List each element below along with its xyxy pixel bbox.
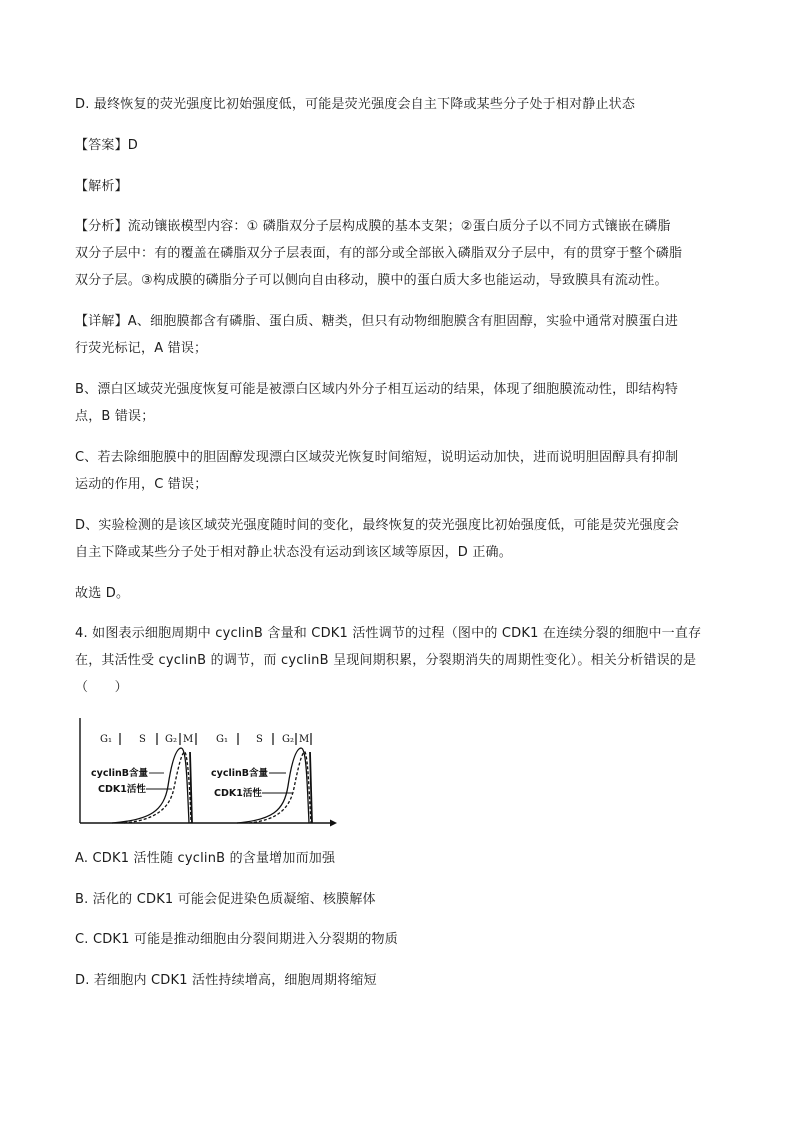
phase-label-s: S bbox=[256, 734, 263, 745]
phase-label-g1: G₁ bbox=[100, 734, 112, 745]
analysis-heading: 【解析】 bbox=[75, 179, 128, 194]
x-axis-arrow bbox=[330, 820, 337, 827]
conclusion-line: 故选 D。 bbox=[75, 586, 130, 601]
answer-line: 【答案】D bbox=[75, 138, 139, 153]
phase-label-m: M bbox=[299, 734, 310, 745]
phase-label-g2: G₂ bbox=[165, 734, 177, 745]
detail-text-line: 运动的作用，C 错误； bbox=[75, 477, 208, 492]
option-d: D. 若细胞内 CDK1 活性持续增高，细胞周期将缩短 bbox=[75, 973, 377, 988]
option-c: C. CDK1 可能是推动细胞由分裂间期进入分裂期的物质 bbox=[75, 932, 398, 947]
detail-text-line: B、漂白区域荧光强度恢复可能是被漂白区域内外分子相互运动的结果，体现了细胞膜流动性，即结构特 bbox=[75, 382, 679, 397]
detail-text-line: 【详解】A、细胞膜都含有磷脂、蛋白质、糖类，但只有动物细胞膜含有胆固醇，实验中通常对膜蛋白进 bbox=[75, 314, 679, 329]
series-label-cyclinb: cyclinB含量 bbox=[211, 768, 268, 779]
analysis-text-line: 【分析】流动镶嵌模型内容：① 磷脂双分子层构成膜的基本支架；②蛋白质分子以不同方式镶嵌在磷脂 bbox=[75, 219, 671, 234]
analysis-text-line: 双分子层中：有的覆盖在磷脂双分子层表面，有的部分或全部嵌入磷脂双分子层中，有的贯穿于整个磷脂 bbox=[75, 246, 683, 261]
series-label-cdk1: CDK1活性 bbox=[98, 784, 146, 795]
cell-cycle-figure bbox=[72, 716, 357, 828]
detail-text-line: 点，B 错误； bbox=[75, 409, 155, 424]
cyclinb-curve bbox=[237, 748, 309, 823]
phase-label-g1: G₁ bbox=[216, 734, 228, 745]
phase-label-s: S bbox=[139, 734, 146, 745]
detail-text-line: D、实验检测的是该区域荧光强度随时间的变化，最终恢复的荧光强度比初始强度低，可能是荧光强度会 bbox=[75, 518, 680, 533]
phase-label-g2: G₂ bbox=[282, 734, 294, 745]
series-label-cdk1: CDK1活性 bbox=[214, 788, 262, 799]
phase-label-m: M bbox=[183, 734, 194, 745]
detail-text-line: 自主下降或某些分子处于相对静止状态没有运动到该区域等原因，D 正确。 bbox=[75, 545, 512, 560]
detail-text-line: 行荧光标记，A 错误； bbox=[75, 341, 208, 356]
option-b: B. 活化的 CDK1 可能会促进染色质凝缩、核膜解体 bbox=[75, 892, 376, 907]
question-4-stem: 4. 如图表示细胞周期中 cyclinB 含量和 CDK1 活性调节的过程（图中的 CDK1 在连续分裂的细胞中一直存 bbox=[75, 626, 702, 641]
series-label-cyclinb: cyclinB含量 bbox=[91, 768, 148, 779]
option-d-previous-question: D. 最终恢复的荧光强度比初始强度低，可能是荧光强度会自主下降或某些分子处于相对静止状态 bbox=[75, 97, 636, 112]
question-4-blank: （ ） bbox=[75, 680, 128, 695]
option-a: A. CDK1 活性随 cyclinB 的含量增加而加强 bbox=[75, 851, 336, 866]
cell-cycle-diagram bbox=[72, 716, 357, 828]
question-4-stem: 在，其活性受 cyclinB 的调节，而 cyclinB 呈现间期积累，分裂期消失的周期性变化）。相关分析错误的是 bbox=[75, 653, 697, 668]
detail-text-line: C、若去除细胞膜中的胆固醇发现漂白区域荧光恢复时间缩短，说明运动加快，进而说明胆固醇具有抑制 bbox=[75, 450, 679, 465]
analysis-text-line: 双分子层。③构成膜的磷脂分子可以侧向自由移动，膜中的蛋白质大多也能运动，导致膜具有流动性。 bbox=[75, 273, 668, 288]
